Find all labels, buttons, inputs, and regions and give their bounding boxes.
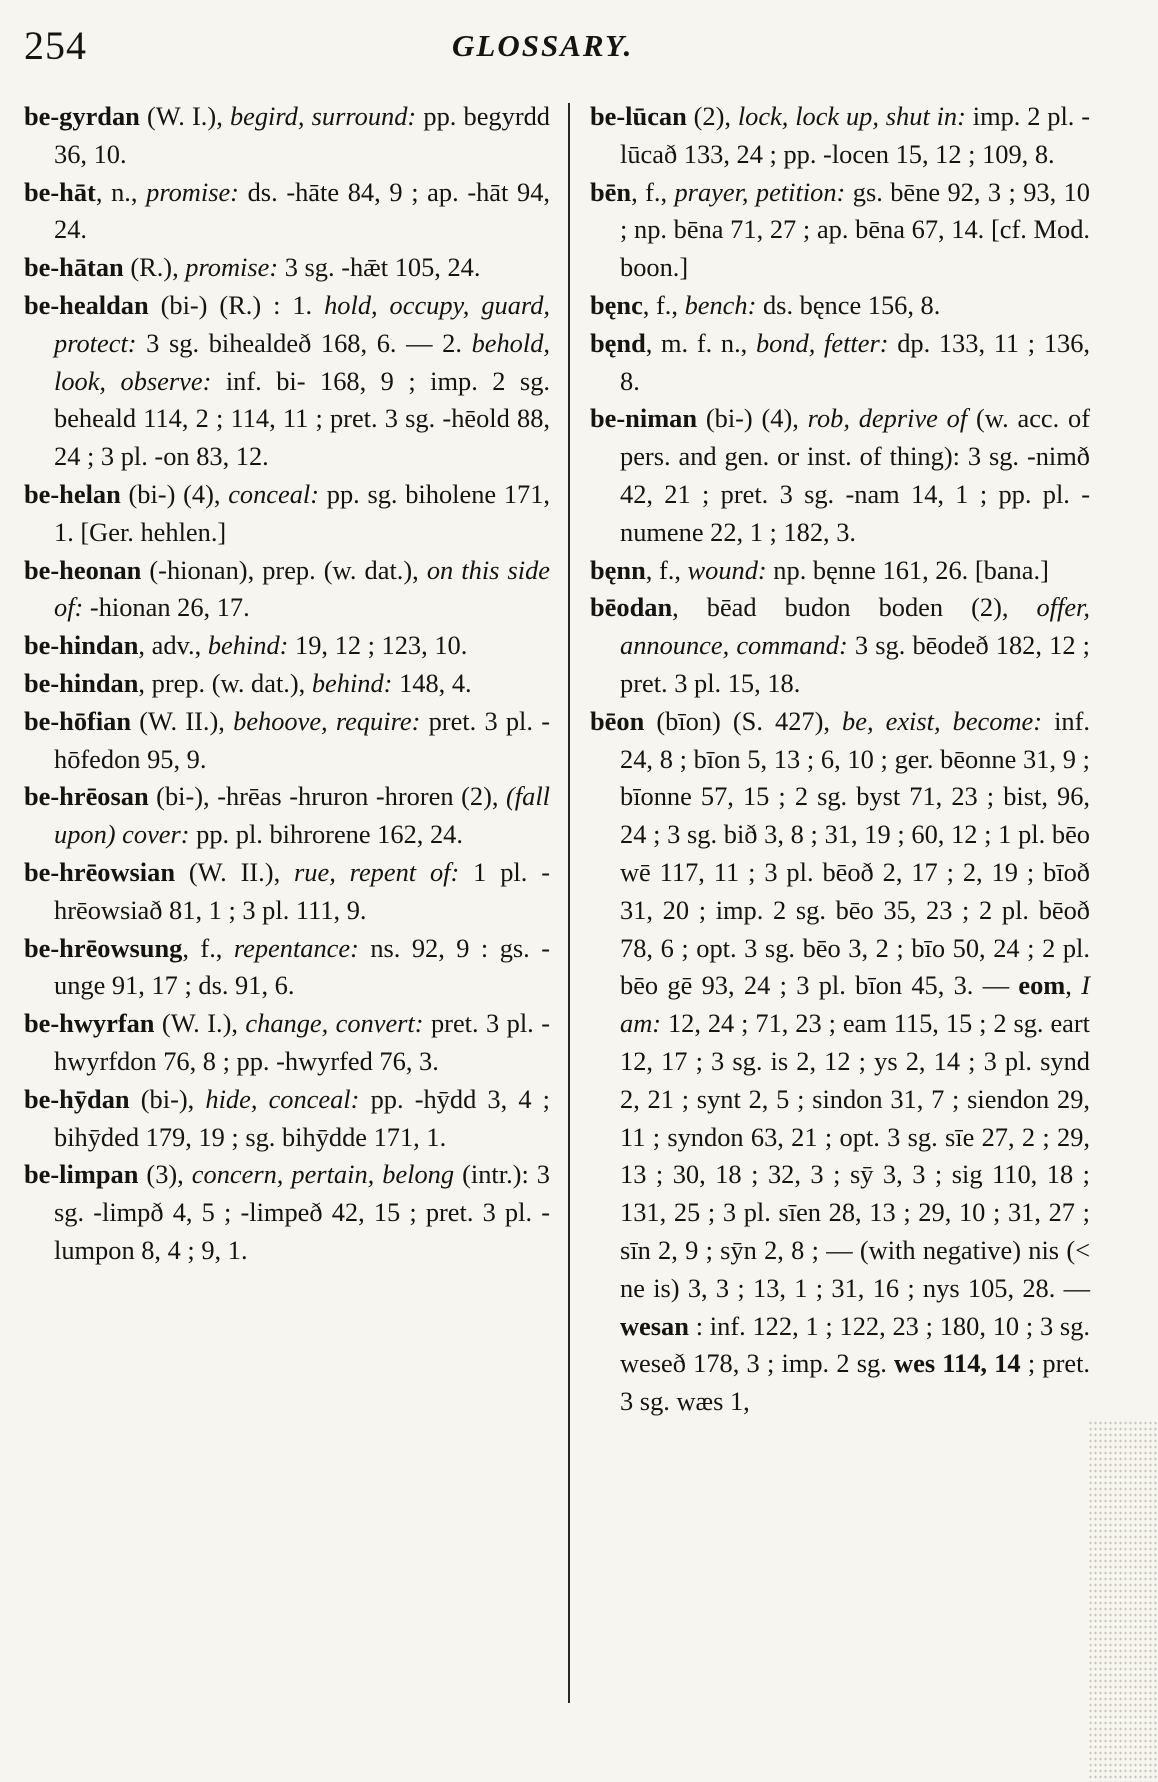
entry-references: 3 sg. bihealdeð 168, 6. — 2.	[136, 327, 472, 358]
headword: be-hrēosan	[24, 781, 149, 812]
entry-references: dp. 133, 11 ; 136, 8.	[620, 327, 1091, 396]
entry-references: 19, 12 ; 123, 10.	[288, 630, 468, 661]
entry-definition: behold, look, observe:	[54, 327, 550, 396]
headword: be-hōfian	[24, 705, 132, 736]
headword: wes 114, 14	[894, 1348, 1021, 1379]
entry-references: (intr.): 3 sg. -limpð 4, 5 ; -limpeð 42, 15 ; pret. 3 pl. -lumpon 8, 4 ; 9, 1.	[54, 1159, 550, 1265]
entry-references: pp. begyrdd 36, 10.	[54, 101, 551, 169]
headword: be-hrēowsian	[24, 856, 176, 887]
entry-grammar: ,	[1065, 970, 1082, 1001]
page-edge-texture	[1088, 1420, 1158, 1782]
entry-grammar: (bi-),	[129, 1083, 206, 1114]
entry-references: 3 sg. bēodeð 182, 12 ; pret. 3 pl. 15, 18.	[620, 630, 1090, 698]
glossary-entry	[590, 703, 1090, 1421]
entry-definition: promise:	[185, 252, 279, 283]
entry-references: ds. bęnce 156, 8.	[756, 289, 941, 320]
entry-grammar: , f.,	[631, 176, 675, 207]
entry-definition: on this side of:	[54, 554, 550, 623]
glossary-entry	[24, 552, 550, 628]
glossary-entry	[24, 1081, 550, 1157]
entry-definition: rob, deprive of	[807, 403, 968, 434]
entry-grammar: (-hionan), prep. (w. dat.),	[141, 554, 427, 585]
entry-definition: I am:	[620, 970, 1090, 1039]
entry-definition: behoove, require:	[233, 705, 421, 736]
entry-grammar: , f.,	[642, 289, 685, 320]
entry-grammar: , bēad budon boden (2),	[672, 592, 1037, 623]
entry-references: inf. 24, 8 ; bīon 5, 13 ; 6, 10 ; ger. bēonne 31, 9 ; bīonne 57, 15 ; 2 sg. byst 71, 23 ; bist, 96, 24 ; 3 sg. bið 3, 8 ; 31, 19 ; 60, 12 ; 1 pl. bēo wē 117, 11 ; 3 pl. bēoð 2, 17 ; 2, 19 ; bīoð 31, 20 ; imp. 2 sg. bēo 35, 23 ; 2 pl. bēoð 78, 6 ; opt. 3 sg. bēo 3, 2 ; bīo 50, 24 ; 2 pl. bēo gē 93, 24 ; 3 pl. bīon 45, 3. —	[620, 705, 1090, 1001]
entry-definition: conceal:	[228, 478, 320, 509]
glossary-entry	[24, 1005, 550, 1081]
entry-references: pp. pl. bihrorene 162, 24.	[189, 819, 463, 850]
entry-definition: behind:	[207, 630, 289, 661]
entry-grammar: (bi-), -hrēas -hruron -hroren (2),	[148, 781, 507, 812]
glossary-entry	[24, 665, 550, 703]
entry-references: gs. bēne 92, 3 ; 93, 10 ; np. bēna 71, 27 ; ap. bēna 67, 14. [cf. Mod. boon.]	[620, 176, 1090, 283]
entry-definition: lock, lock up, shut in:	[737, 101, 966, 131]
glossary-entry	[24, 249, 550, 287]
entry-grammar: , prep. (w. dat.),	[138, 667, 312, 698]
entry-references: -hionan 26, 17.	[83, 592, 250, 623]
entry-grammar: , adv.,	[138, 630, 208, 661]
left-column	[24, 98, 550, 1270]
entry-grammar: (bīon) (S. 427),	[644, 705, 843, 736]
glossary-entry	[590, 287, 1090, 325]
entry-references: 148, 4.	[392, 667, 472, 698]
headword: be-heonan	[24, 554, 142, 585]
headword: be-helan	[24, 478, 121, 509]
glossary-entry	[24, 476, 550, 552]
entry-definition: hide, conceal:	[205, 1083, 360, 1114]
glossary-entry	[24, 174, 550, 250]
entry-definition: concern, pertain, belong	[191, 1159, 455, 1190]
headword: be-hindan	[24, 667, 139, 698]
glossary-entry	[24, 854, 550, 930]
entry-grammar: (bi-) (4),	[697, 403, 808, 434]
entry-references: 12, 24 ; 71, 23 ; eam 115, 15 ; 2 sg. eart 12, 17 ; 3 sg. is 2, 12 ; ys 2, 14 ; 3 pl. synd 2, 21 ; synt 2, 5 ; sindon 31, 7 ; siendon 29, 11 ; syndon 63, 21 ; opt. 3 sg. sīe 27, 2 ; 29, 13 ; 30, 18 ; 32, 3 ; sȳ 3, 3 ; sig 110, 18 ; 131, 25 ; 3 pl. sīen 28, 13 ; 29, 10 ; 31, 27 ; sīn 2, 9 ; sȳn 2, 8 ; — (with negative) nis (< ne is) 3, 3 ; 13, 1 ; 31, 16 ; nys 105, 28. —	[620, 1008, 1090, 1303]
glossary-entry	[24, 287, 550, 476]
glossary-entry	[24, 1156, 550, 1269]
entry-definition: be, exist, become:	[842, 705, 1043, 736]
entry-references: pp. -hȳdd 3, 4 ; bihȳded 179, 19 ; sg. bihȳdde 171, 1.	[54, 1083, 551, 1152]
headword: be-lūcan	[590, 101, 687, 131]
entry-grammar: (2),	[686, 101, 738, 131]
entry-definition: rue, repent of:	[294, 856, 460, 887]
glossary-entry	[24, 930, 550, 1006]
entry-grammar: , f.,	[645, 554, 688, 585]
entry-grammar: (bi-) (4),	[120, 478, 229, 509]
entry-definition: hold, occupy, guard, protect:	[54, 289, 550, 358]
page-number: 254	[24, 23, 87, 68]
entry-definition: repentance:	[233, 932, 359, 963]
headword: be-healdan	[24, 289, 149, 320]
entry-definition: prayer, petition:	[674, 176, 846, 207]
headword: be-niman	[590, 403, 698, 434]
headword: bēon	[590, 705, 645, 736]
glossary-entry	[590, 98, 1090, 174]
entry-grammar: (3),	[138, 1159, 192, 1190]
entry-grammar: (W. I.),	[154, 1008, 246, 1039]
entry-definition: promise:	[146, 176, 239, 207]
headword: be-hāt	[24, 176, 96, 207]
glossary-entry	[24, 703, 550, 779]
entry-grammar: , n.,	[95, 176, 147, 207]
glossary-entry	[24, 98, 550, 174]
running-title: GLOSSARY.	[452, 28, 634, 63]
headword: be-gyrdan	[24, 101, 140, 131]
headword: bęnd	[590, 327, 646, 358]
entry-grammar: , f.,	[182, 932, 234, 963]
entry-references: inf. bi- 168, 9 ; imp. 2 sg. beheald 114, 2 ; 114, 11 ; pret. 3 sg. -hēold 88, 24 ; 3 pl. -on 83, 12.	[54, 365, 550, 472]
entry-definition: behind:	[311, 667, 393, 698]
headword: bęnn	[590, 554, 646, 585]
headword: be-hindan	[24, 630, 139, 661]
page-header	[24, 22, 1104, 72]
entry-references: : inf. 122, 1 ; 122, 23 ; 180, 10 ; 3 sg. weseð 178, 3 ; imp. 2 sg.	[620, 1310, 1090, 1379]
headword: be-hrēowsung	[24, 932, 183, 963]
headword: bēn	[590, 176, 632, 207]
entry-references: pp. sg. biholene 171, 1. [Ger. hehlen.]	[54, 478, 551, 547]
entry-references: np. bęnne 161, 26. [bana.]	[766, 554, 1049, 585]
entry-definition: (fall upon) cover:	[54, 781, 550, 850]
glossary-entry	[590, 552, 1090, 590]
headword: wesan	[620, 1310, 689, 1341]
entry-references: 3 sg. -hǣt 105, 24.	[278, 252, 481, 283]
headword: be-hātan	[24, 252, 124, 283]
headword: bęnc	[590, 289, 643, 320]
glossary-entry	[590, 589, 1090, 702]
entry-references: ds. -hāte 84, 9 ; ap. -hāt 94, 24.	[54, 176, 550, 245]
entry-grammar: (bi-) (R.) : 1.	[148, 289, 325, 320]
entry-definition: bond, fetter:	[755, 327, 889, 358]
glossary-entry	[24, 627, 550, 665]
column-divider	[568, 103, 570, 1703]
entry-grammar: (W. I.),	[139, 101, 230, 131]
entry-references: pret. 3 pl. -hōfedon 95, 9.	[54, 705, 550, 774]
headword: be-hwyrfan	[24, 1008, 155, 1039]
entry-grammar: (R.),	[123, 252, 186, 283]
entry-grammar: (W. II.),	[175, 856, 295, 887]
glossary-entry	[590, 174, 1090, 287]
glossary-entry	[590, 325, 1090, 401]
entry-references: ; pret. 3 sg. wæs 1,	[620, 1348, 1091, 1417]
headword: be-hȳdan	[24, 1083, 130, 1114]
right-column	[590, 98, 1090, 1421]
entry-definition: offer, announce, command:	[620, 592, 1090, 661]
glossary-entry	[24, 778, 550, 854]
entry-grammar: , m. f. n.,	[645, 327, 756, 358]
entry-definition: bench:	[684, 289, 757, 320]
headword: bēodan	[590, 592, 673, 623]
entry-references: pret. 3 pl. -hwyrfdon 76, 8 ; pp. -hwyrfed 76, 3.	[54, 1008, 550, 1076]
headword: be-limpan	[24, 1159, 139, 1190]
entry-references: (w. acc. of pers. and gen. or inst. of thing): 3 sg. -nimð 42, 21 ; pret. 3 sg. -nam 14, 1 ; pp. pl. -numene 22, 1 ; 182, 3.	[620, 403, 1090, 547]
headword: eom	[1018, 970, 1066, 1001]
entry-definition: wound:	[687, 554, 767, 585]
entry-references: ns. 92, 9 : gs. -unge 91, 17 ; ds. 91, 6.	[54, 932, 550, 1001]
entry-references: 1 pl. -hrēowsiað 81, 1 ; 3 pl. 111, 9.	[54, 856, 550, 925]
entry-definition: begird, surround:	[229, 101, 417, 131]
entry-references: imp. 2 pl. -lūcað 133, 24 ; pp. -locen 15, 12 ; 109, 8.	[620, 101, 1090, 169]
glossary-entry	[590, 400, 1090, 551]
entry-definition: change, convert:	[245, 1008, 424, 1039]
entry-grammar: (W. II.),	[131, 705, 234, 736]
